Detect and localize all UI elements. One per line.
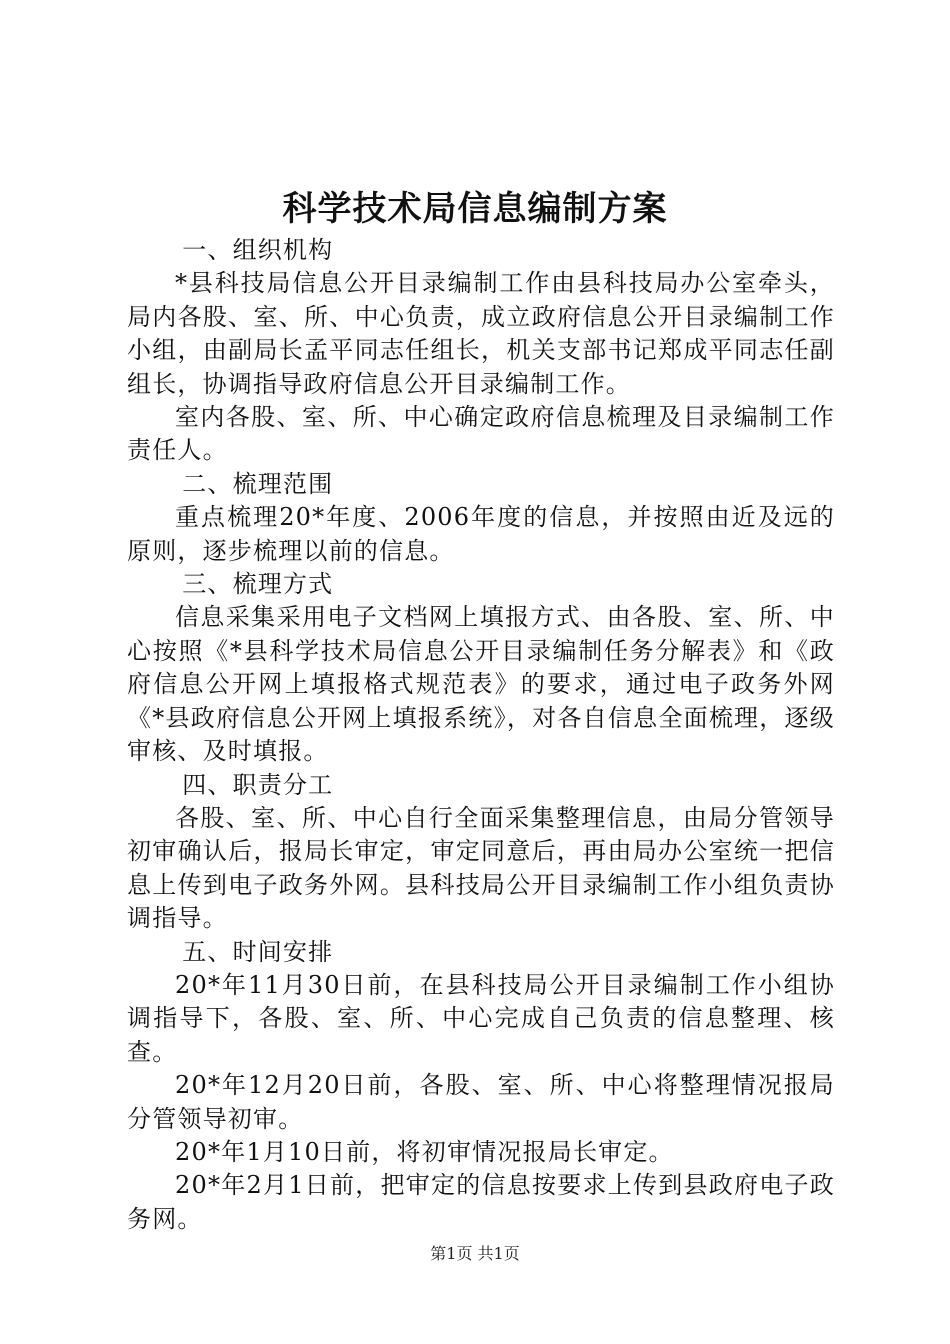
paragraph-responsible-person: 室内各股、室、所、中心确定政府信息梳理及目录编制工作责任人。 [127,403,835,465]
document-title: 科学技术局信息编制方案 [282,189,668,229]
page-footer: 第1页 共1页 [430,1244,520,1263]
paragraph-scope: 重点梳理20*年度、2006年度的信息，并按照由近及远的原则，逐步梳理以前的信息。 [127,503,835,565]
section-heading-duties: 四、职责分工 [182,770,334,799]
paragraph-schedule-nov: 20*年11月30日前，在县科技局公开目录编制工作小组协调指导下，各股、室、所、中心完成自己负责的信息整理、核查。 [127,970,835,1066]
document-body [127,234,835,1236]
paragraph-duties: 各股、室、所、中心自行全面采集整理信息，由局分管领导初审确认后，报局长审定，审定同意后，再由局办公室统一把信息上传到电子政务外网。县科技局公开目录编制工作小组负责协调指导。 [127,803,835,933]
section-heading-schedule: 五、时间安排 [182,937,334,966]
paragraph-organization-lead: *县科技局信息公开目录编制工作由县科技局办公室牵头，局内各股、室、所、中心负责，成立政府信息公开目录编制工作小组，由副局长孟平同志任组长，机关支部书记郑成平同志任副组长，协调指导政府信息公开目录编制工作。 [127,269,835,398]
paragraph-method: 信息采集采用电子文档网上填报方式、由各股、室、所、中心按照《*县科学技术局信息公开目录编制任务分解表》和《政府信息公开网上填报格式规范表》的要求，通过电子政务外网《*县政府信息公开网上填报系统》，对各自信息全面梳理，逐级审核、及时填报。 [127,603,835,766]
paragraph-schedule-feb: 20*年2月1日前，把审定的信息按要求上传到县政府电子政务网。 [127,1171,835,1233]
paragraph-schedule-jan: 20*年1月10日前，将初审情况报局长审定。 [175,1137,674,1166]
section-heading-method: 三、梳理方式 [182,570,334,599]
section-heading-scope: 二、梳理范围 [182,469,334,498]
section-heading-organization: 一、组织机构 [182,236,334,264]
paragraph-schedule-dec: 20*年12月20日前，各股、室、所、中心将整理情况报局分管领导初审。 [127,1071,835,1133]
